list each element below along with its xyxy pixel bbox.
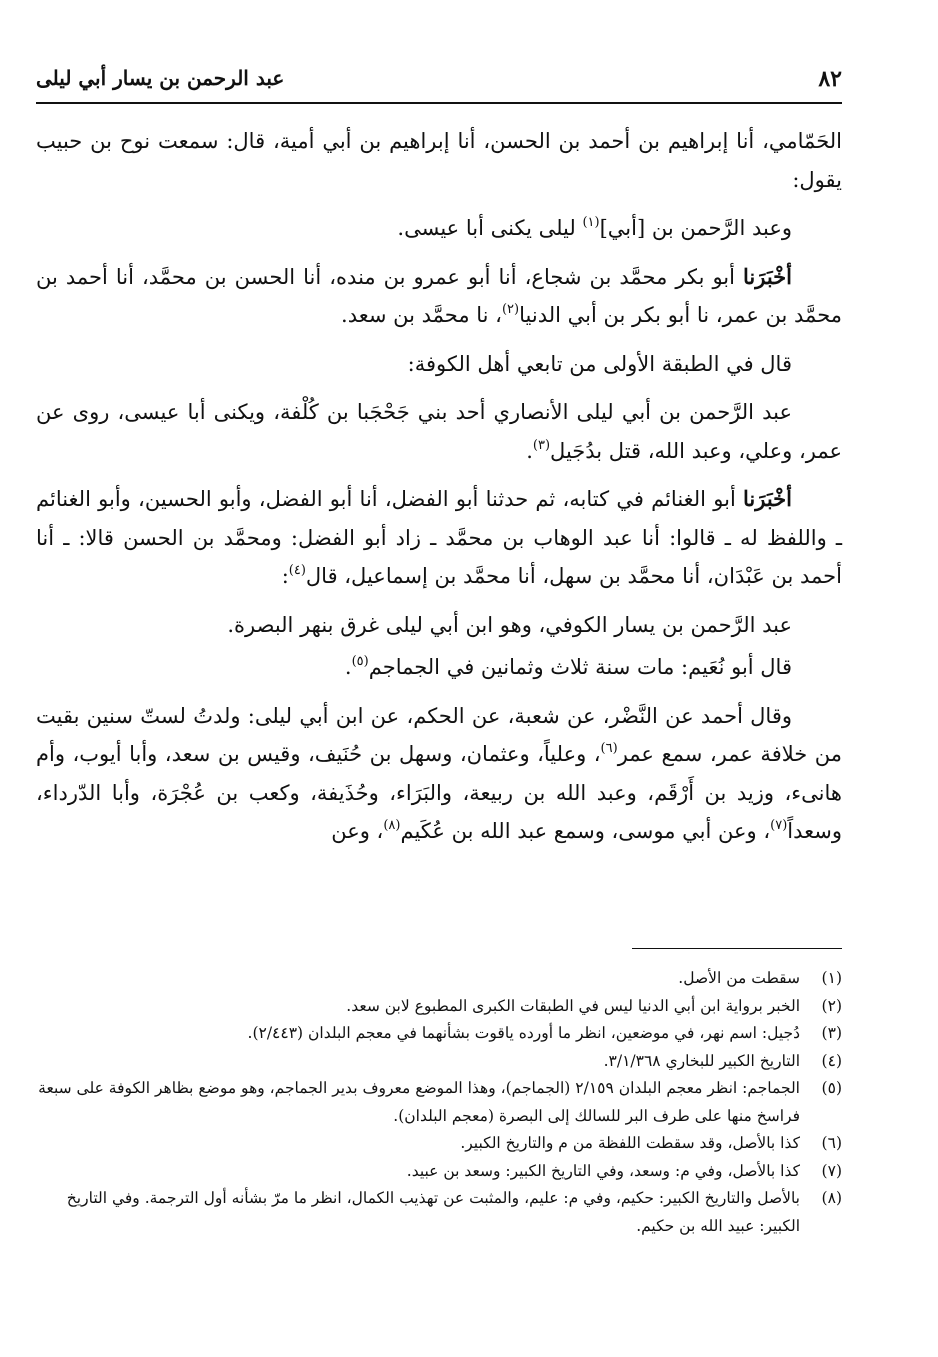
paragraph <box>36 393 842 470</box>
footnote-separator <box>632 948 842 949</box>
footnote <box>36 993 842 1021</box>
paragraph-text: وقال أحمد عن النَّضْر، عن شعبة، عن الحكم، عن ابن أبي ليلى: ولدتُ لستّ سنين بقيت من خلافة عمر، سمع عمر <box>36 703 842 766</box>
footnote-number: (٨) <box>821 1189 842 1207</box>
footnote-text: التاريخ الكبير للبخاري ٣/١/٣٦٨. <box>603 1051 800 1070</box>
footnote-ref[interactable]: (٢) <box>501 302 520 317</box>
footnote-number: (٦) <box>821 1134 842 1152</box>
footnote-ref[interactable]: (٨) <box>383 818 401 833</box>
paragraph <box>36 648 842 687</box>
paragraph-text: قال في الطبقة الأولى من تابعي أهل الكوفة: <box>407 351 792 376</box>
footnote-ref[interactable]: (١) <box>582 215 600 230</box>
footnote-text: كذا بالأصل، وفي م: وسعد، وفي التاريخ الكبير: وسعد بن عبيد. <box>406 1161 800 1180</box>
footnote-text: كذا بالأصل، وقد سقطت اللفظة من م والتاريخ الكبير. <box>460 1134 800 1152</box>
running-title: عبد الرحمن بن يسار أبي ليلى <box>36 66 285 90</box>
footnote-number: (٤) <box>821 1051 842 1070</box>
page-header <box>36 58 842 104</box>
footnote-text: الجماجم: انظر معجم البلدان ٢/١٥٩ (الجماجم)، وهذا الموضع معروف بدير الجماجم، وهو موضع بظاهر الكوفة على سبعة فراسخ منها على طرف البر للسالك إلى البصرة (معجم البلدان). <box>38 1079 800 1125</box>
page-number: ٨٢ <box>818 66 842 92</box>
footnote <box>36 1048 842 1076</box>
footnote <box>36 1185 842 1240</box>
footnote-text: بالأصل والتاريخ الكبير: حكيم، وفي م: عليم، والمثبت عن تهذيب الكمال، انظر ما مرّ بشأنه أول الترجمة. وفي التاريخ الكبير: عبيد الله بن حكيم. <box>66 1189 800 1235</box>
paragraph-text: وعبد الرَّحمن بن [أبي] <box>599 216 792 240</box>
paragraph-text: أبو الغنائم في كتابه، ثم حدثنا أبو الفضل، أنا أبو الفضل، وأبو الحسين، وأبو الغنائم ـ واللفظ له ـ قالوا: أنا عبد الوهاب بن محمَّد ـ زاد أبو الفضل: ومحمَّد بن الحسن قالا: ـ أنا أحمد بن عَبْدَان، أنا محمَّد بن سهل، أنا محمَّد بن إسماعيل، قال <box>36 487 842 588</box>
paragraph <box>36 697 842 851</box>
footnote-number: (٥) <box>821 1079 842 1097</box>
footnotes <box>36 965 842 1240</box>
paragraph-text: قال أبو نُعَيم: مات سنة ثلاث وثمانين في الجماجم <box>368 655 792 679</box>
footnote <box>36 1130 842 1158</box>
paragraph <box>36 122 842 199</box>
footnote-text: دُجيل: اسم نهر، في موضعين، انظر ما أورده ياقوت بشأنهما في معجم البلدان (٢/٤٤٣). <box>247 1024 800 1042</box>
paragraph-text: عبد الرَّحمن بن أبي ليلى الأنصاري أحد بني جَحْجَبا بن كُلْفة، ويكنى أبا عيسى، روى عن عمر، وعلي، وعبد الله، قتل بدُجَيل <box>36 400 842 463</box>
footnote-ref[interactable]: (٤) <box>288 563 306 578</box>
footnote-text: سقطت من الأصل. <box>678 969 800 987</box>
footnote <box>36 1020 842 1048</box>
paragraph-text: : <box>281 564 289 588</box>
main-text <box>36 122 842 861</box>
footnote-number: (٢) <box>821 996 842 1015</box>
footnote-ref[interactable]: (٦) <box>600 741 618 756</box>
footnote-number: (٧) <box>821 1161 842 1180</box>
paragraph-text: . <box>344 655 352 679</box>
footnote-ref[interactable]: (٣) <box>532 437 551 453</box>
paragraph <box>36 209 842 248</box>
footnote-ref[interactable]: (٥) <box>351 654 369 669</box>
paragraph-text: ، نا محمَّد بن سعد. <box>341 303 502 327</box>
paragraph-text: الحَمّامي، أنا إبراهيم بن أحمد بن الحسن، أنا إبراهيم بن أبي أمية، قال: سمعت نوح بن حبيب يقول: <box>36 129 842 192</box>
footnote <box>36 1158 842 1186</box>
paragraph-text: ليلى يكنى أبا عيسى. <box>397 216 583 240</box>
footnote-number: (٣) <box>821 1024 842 1042</box>
footnote <box>36 965 842 993</box>
paragraph-text: أبو بكر محمَّد بن شجاع، أنا أبو عمرو بن منده، أنا الحسن بن محمَّد، أنا أحمد بن محمَّد بن عمر، نا أبو بكر بن أبي الدنيا <box>36 264 842 327</box>
paragraph <box>36 345 842 384</box>
footnote <box>36 1075 842 1130</box>
paragraph <box>36 480 842 596</box>
paragraph-text: ، وعن <box>331 819 384 843</box>
paragraph <box>36 606 842 645</box>
footnote-ref[interactable]: (٧) <box>770 818 788 833</box>
keyword-akhbarana: أخْبَرَنا <box>743 263 792 289</box>
paragraph-text: ، وعلياً، وعثمان، وسهل بن حُنَيف، وقيس بن سعد، وأبا أيوب، وأم هانىء، وزيد بن أَرْقَم، وعبد الله بن ربيعة، والبَرَاء، وحُذَيفة، وكعب بن عُجْرَة، وأبا الدّرداء، وسعداً <box>36 742 842 843</box>
keyword-akhbarana: أخْبَرَنا <box>743 486 792 511</box>
paragraph <box>36 258 842 335</box>
paragraph-text: . <box>526 438 533 463</box>
footnote-number: (١) <box>821 969 842 987</box>
footnote-text: الخبر برواية ابن أبي الدنيا ليس في الطبقات الكبرى المطبوع لابن سعد. <box>346 996 800 1015</box>
paragraph-text: عبد الرَّحمن بن يسار الكوفي، وهو ابن أبي ليلى غرق بنهر البصرة. <box>227 612 792 637</box>
paragraph-text: ، وعن أبي موسى، وسمع عبد الله بن عُكَيم <box>400 819 771 843</box>
